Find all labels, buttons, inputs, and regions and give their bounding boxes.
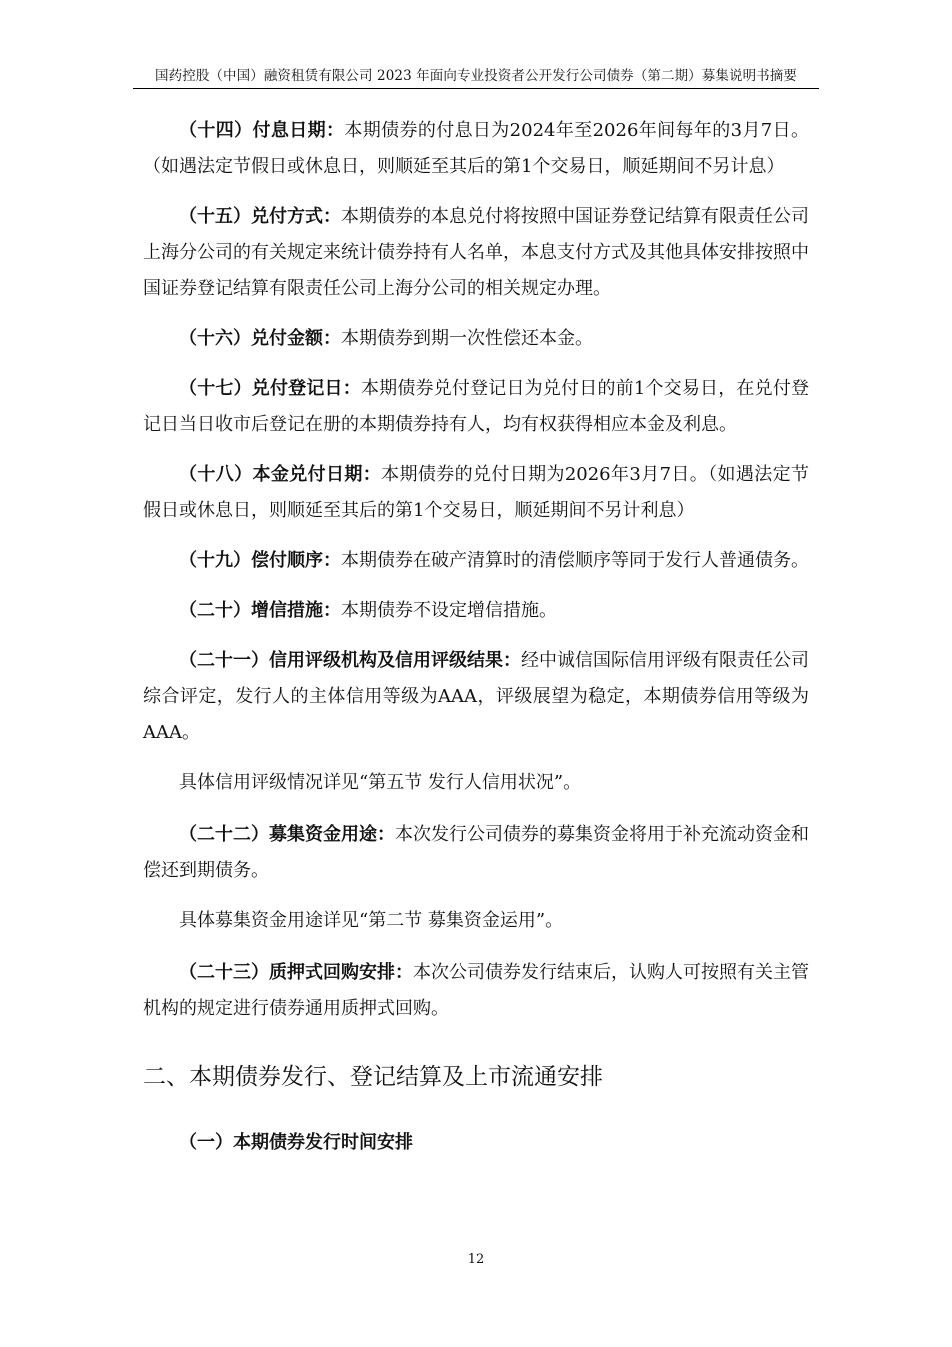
item-text: 本期债券的兑付日期为2026年3月7日。（如遇法定节假日或休息日，则顺延至其后的第1个交易日，顺延期间不另计利息） bbox=[143, 464, 809, 521]
sub-section-title: （一）本期债券发行时间安排 bbox=[179, 1132, 413, 1153]
item-use-of-proceeds bbox=[143, 817, 809, 889]
item-text: 本期债券兑付登记日为兑付日的前1个交易日，在兑付登记日当日收市后登记在册的本期债券持有人，均有权获得相应本金及利息。 bbox=[143, 378, 810, 435]
item-label: （十九）偿付顺序： bbox=[179, 550, 341, 571]
note-funds: 具体募集资金用途详见“第二节 募集资金运用”。 bbox=[179, 910, 564, 931]
item-label: （二十三）质押式回购安排： bbox=[179, 962, 413, 983]
item-text: 本期债券在破产清算时的清偿顺序等同于发行人普通债务。 bbox=[341, 550, 809, 571]
section-title: 二、本期债券发行、登记结算及上市流通安排 bbox=[143, 1064, 603, 1090]
item-label: （十五）兑付方式： bbox=[179, 206, 341, 227]
document-body bbox=[143, 113, 809, 1161]
item-label: （十八）本金兑付日期： bbox=[179, 464, 382, 485]
item-label: （十四）付息日期： bbox=[179, 120, 345, 141]
item-principal-date bbox=[143, 457, 809, 529]
item-credit-rating bbox=[143, 643, 809, 751]
note-rating: 具体信用评级情况详见“第五节 发行人信用状况”。 bbox=[179, 772, 582, 793]
item-text: 本期债券到期一次性偿还本金。 bbox=[341, 328, 593, 349]
item-text: 本次发行公司债券的募集资金将用于补充流动资金和偿还到期债务。 bbox=[143, 824, 809, 881]
item-label: （二十一）信用评级机构及信用评级结果： bbox=[179, 650, 521, 671]
item-payment-date bbox=[143, 113, 809, 185]
item-label: （二十二）募集资金用途： bbox=[179, 824, 395, 845]
page-number: 12 bbox=[467, 1252, 485, 1267]
item-redemption-method bbox=[143, 199, 809, 307]
item-text: 本次公司债券发行结束后，认购人可按照有关主管机构的规定进行债券通用质押式回购。 bbox=[143, 962, 809, 1019]
item-repayment-order bbox=[143, 543, 809, 579]
item-text: 本期债券的付息日为2024年至2026年间每年的3月7日。（如遇法定节假日或休息日，则顺延至其后的第1个交易日，顺延期间不另计息） bbox=[143, 120, 810, 177]
running-header: 国药控股（中国）融资租赁有限公司 2023 年面向专业投资者公开发行公司债券（第二期）募集说明书摘要 bbox=[155, 68, 797, 84]
item-text: 经中诚信国际信用评级有限责任公司综合评定，发行人的主体信用等级为AAA，评级展望为稳定，本期债券信用等级为AAA。 bbox=[143, 650, 809, 743]
item-registration-date bbox=[143, 371, 809, 443]
header-divider bbox=[133, 88, 819, 89]
item-text: 本期债券的本息兑付将按照中国证券登记结算有限责任公司上海分公司的有关规定来统计债券持有人名单，本息支付方式及其他具体安排按照中国证券登记结算有限责任公司上海分公司的相关规定办理。 bbox=[143, 206, 809, 299]
item-redemption-amount bbox=[143, 321, 809, 357]
item-repo-arrangement bbox=[143, 955, 809, 1027]
item-label: （十七）兑付登记日： bbox=[179, 378, 361, 399]
item-text: 本期债券不设定增信措施。 bbox=[341, 600, 557, 621]
item-label: （二十）增信措施： bbox=[179, 600, 341, 621]
item-credit-enhancement bbox=[143, 593, 809, 629]
item-label: （十六）兑付金额： bbox=[179, 328, 341, 349]
